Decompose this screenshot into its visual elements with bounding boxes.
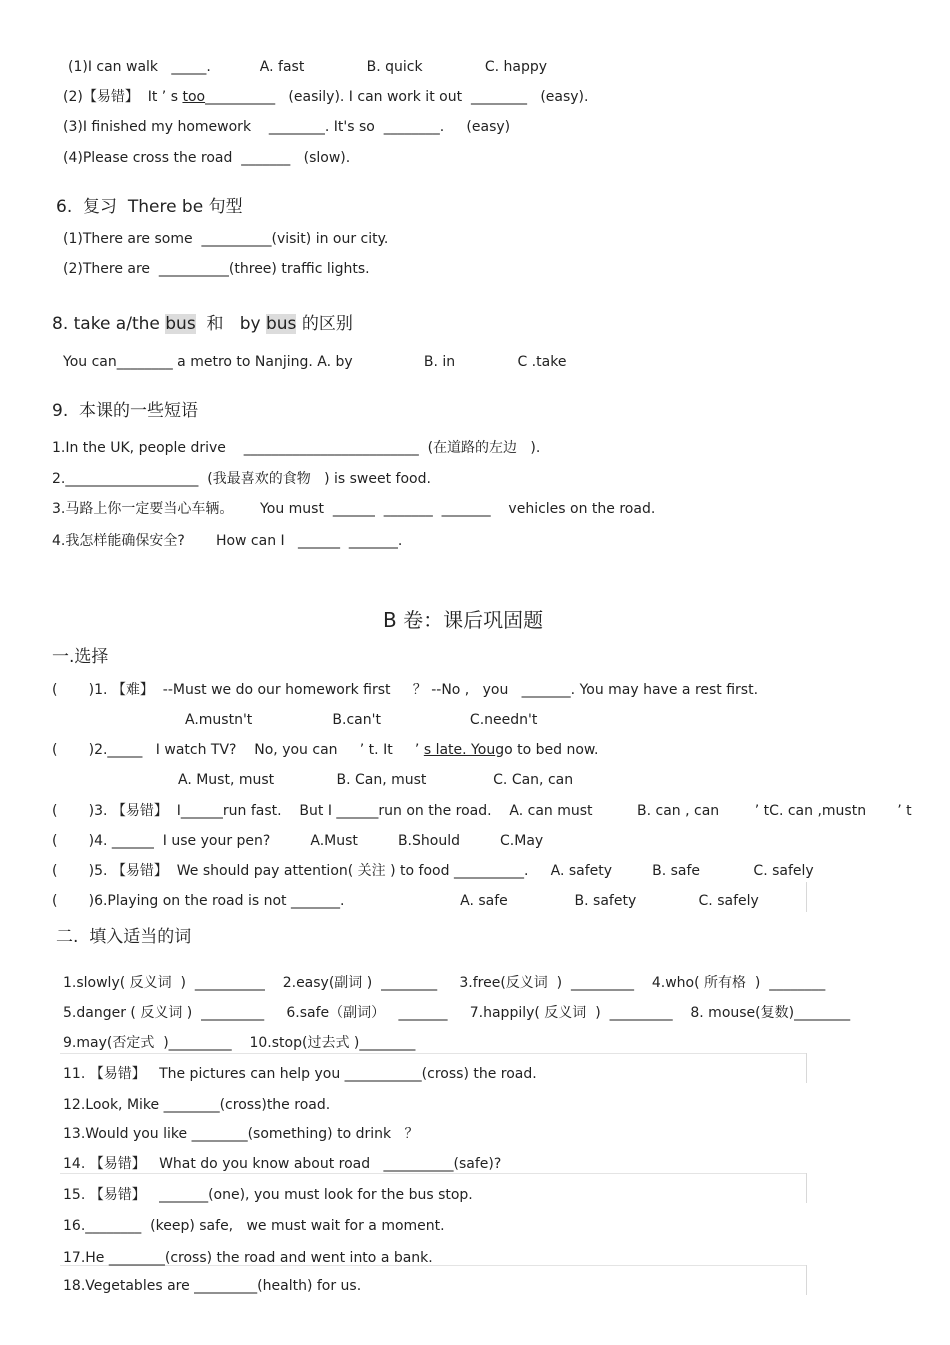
scan-line <box>806 1173 807 1203</box>
scan-line <box>806 882 807 912</box>
question-line: 15. 【易错】 _______(one), you must look for the bus stop. <box>63 1187 473 1203</box>
question-line: 12.Look, Mike ________(cross)the road. <box>63 1097 331 1113</box>
question-line: ( )1. 【难】 --Must we do our homework first ？ --No , you _______. You may have a rest first. <box>52 682 759 698</box>
text: ( )2._____ I watch TV? No, you can ’ t. It ’ <box>52 742 424 758</box>
question-line: ( )6.Playing on the road is not _______. A. safe B. safety C. safely <box>52 893 759 909</box>
question-line: (1)I can walk _____. A. fast B. quick C. happy <box>68 59 548 75</box>
scan-line <box>806 1265 807 1295</box>
question-line: (1)There are some __________(visit) in our city. <box>63 231 389 247</box>
highlighted-word: bus <box>265 314 297 334</box>
question-line: 14. 【易错】 What do you know about road __________(safe)? <box>63 1156 502 1172</box>
text: __________ (easily). I can work it out ________ (easy). <box>205 89 589 105</box>
underlined-text: s late. You <box>423 742 496 758</box>
section-heading: 二. 填入适当的词 <box>56 927 192 947</box>
question-line: (2)There are __________(three) traffic lights. <box>63 261 370 277</box>
question-line: 3.马路上你一定要当心车辆。 You must ______ _______ _______ vehicles on the road. <box>52 501 656 517</box>
section-heading <box>52 315 353 333</box>
text: 8. take a/the <box>52 314 166 334</box>
question-line: 1.slowly( 反义词 ) __________ 2.easy(副词 ) ________ 3.free(反义词 ) _________ 4.who( 所有格 ) ________ <box>63 975 826 991</box>
scan-line <box>60 1173 806 1174</box>
section-heading: 9. 本课的一些短语 <box>52 401 199 421</box>
options-line: A. Must, must B. Can, must C. Can, can <box>178 772 574 788</box>
question-line: 2.___________________ (我最喜欢的食物 ) is sweet food. <box>52 471 431 487</box>
question-line: ( )5. 【易错】 We should pay attention( 关注 ) to food __________. A. safety B. safe C. safely <box>52 863 814 879</box>
text: 和 by <box>195 314 266 334</box>
question-line: (4)Please cross the road _______ (slow). <box>63 150 351 166</box>
text: 的区别 <box>296 314 353 334</box>
text: (2)【易错】 It ’ s <box>63 89 183 105</box>
question-line <box>52 741 599 759</box>
question-line: 16.________ (keep) safe, we must wait for a moment. <box>63 1218 445 1234</box>
question-line: 13.Would you like ________(something) to drink ？ <box>63 1126 419 1142</box>
underlined-text: too <box>182 89 206 105</box>
question-line: 4.我怎样能确保安全? How can I ______ _______. <box>52 533 403 549</box>
question-line: ( )4. ______ I use your pen? A.Must B.Should C.May <box>52 833 544 849</box>
page-title: B 卷：课后巩固题 <box>383 608 544 632</box>
highlighted-word: bus <box>165 314 196 334</box>
options-line: A.mustn't B.can't C.needn't <box>185 712 538 728</box>
section-heading: 6. 复习 There be 句型 <box>56 197 243 217</box>
section-heading: 一.选择 <box>52 647 109 667</box>
question-line: 1.In the UK, people drive _________________________ (在道路的左边 ). <box>52 440 541 456</box>
question-line: ( )3. 【易错】 I______run fast. But I ______run on the road. A. can must B. can , can ’ tC. can ,mustn ’ t <box>52 803 912 819</box>
question-line: 9.may(否定式 )_________ 10.stop(过去式 )________ <box>63 1035 416 1051</box>
question-line: (3)I finished my homework ________. It's so ________. (easy) <box>63 119 511 135</box>
question-line: 11. 【易错】 The pictures can help you ___________(cross) the road. <box>63 1066 537 1082</box>
question-line: You can________ a metro to Nanjing. A. by B. in C .take <box>63 354 567 370</box>
question-line: 5.danger ( 反义词 ) _________ 6.safe（副词） _______ 7.happily( 反义词 ) _________ 8. mouse(复数)________ <box>63 1005 851 1021</box>
question-line: 18.Vegetables are _________(health) for us. <box>63 1278 362 1294</box>
scan-line <box>60 1053 806 1054</box>
question-line <box>63 88 588 106</box>
text: go to bed now. <box>495 742 599 758</box>
question-line: 17.He ________(cross) the road and went into a bank. <box>63 1250 433 1266</box>
scan-line <box>806 1053 807 1083</box>
